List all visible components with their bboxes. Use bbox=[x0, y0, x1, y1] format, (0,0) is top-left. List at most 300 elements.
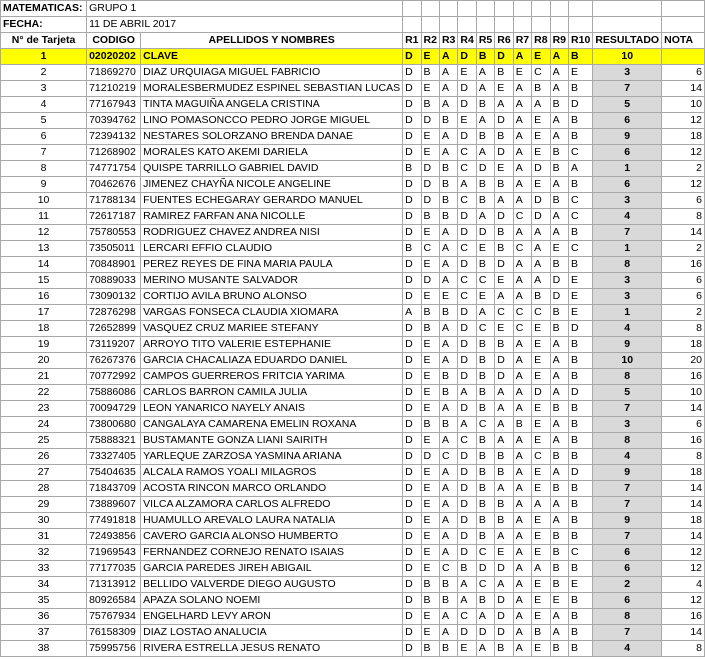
row-answer[interactable]: B bbox=[532, 625, 550, 641]
row-answer[interactable]: D bbox=[403, 321, 421, 337]
row-answer[interactable]: C bbox=[513, 241, 531, 257]
row-number[interactable]: 36 bbox=[1, 609, 87, 625]
row-answer[interactable]: B bbox=[421, 641, 439, 657]
row-number[interactable]: 2 bbox=[1, 65, 87, 81]
row-answer[interactable]: D bbox=[403, 369, 421, 385]
row-answer[interactable]: C bbox=[569, 209, 593, 225]
row-answer[interactable]: E bbox=[532, 481, 550, 497]
row-nota[interactable]: 16 bbox=[662, 433, 705, 449]
row-number[interactable]: 22 bbox=[1, 385, 87, 401]
row-answer[interactable]: B bbox=[476, 513, 494, 529]
row-answer[interactable]: B bbox=[550, 529, 568, 545]
row-answer[interactable]: E bbox=[476, 289, 494, 305]
row-answer[interactable]: E bbox=[495, 161, 513, 177]
row-answer[interactable]: A bbox=[439, 625, 457, 641]
row-result[interactable]: 7 bbox=[593, 625, 662, 641]
row-number[interactable]: 18 bbox=[1, 321, 87, 337]
row-answer[interactable]: B bbox=[569, 113, 593, 129]
row-answer[interactable]: B bbox=[439, 177, 457, 193]
row-answer[interactable]: B bbox=[439, 209, 457, 225]
row-answer[interactable]: D bbox=[403, 417, 421, 433]
row-code[interactable]: 72876298 bbox=[87, 305, 141, 321]
row-code[interactable]: 73119207 bbox=[87, 337, 141, 353]
row-answer[interactable]: B bbox=[569, 337, 593, 353]
row-answer[interactable]: A bbox=[495, 481, 513, 497]
row-answer[interactable]: B bbox=[476, 369, 494, 385]
row-answer[interactable]: B bbox=[495, 129, 513, 145]
row-code[interactable]: 76267376 bbox=[87, 353, 141, 369]
row-number[interactable]: 12 bbox=[1, 225, 87, 241]
row-result[interactable]: 6 bbox=[593, 113, 662, 129]
row-answer[interactable]: D bbox=[403, 353, 421, 369]
row-answer[interactable]: E bbox=[421, 337, 439, 353]
row-number[interactable]: 16 bbox=[1, 289, 87, 305]
row-code[interactable]: 77491818 bbox=[87, 513, 141, 529]
row-answer[interactable]: E bbox=[532, 641, 550, 657]
row-answer[interactable]: D bbox=[550, 273, 568, 289]
row-answer[interactable]: A bbox=[550, 81, 568, 97]
row-answer[interactable]: E bbox=[532, 177, 550, 193]
row-name[interactable]: BELLIDO VALVERDE DIEGO AUGUSTO bbox=[141, 577, 403, 593]
row-answer[interactable]: D bbox=[403, 577, 421, 593]
row-name[interactable]: CORTIJO AVILA BRUNO ALONSO bbox=[141, 289, 403, 305]
row-answer[interactable]: A bbox=[513, 81, 531, 97]
row-answer[interactable]: D bbox=[476, 625, 494, 641]
row-answer[interactable]: D bbox=[403, 465, 421, 481]
row-answer[interactable]: E bbox=[532, 401, 550, 417]
row-name[interactable]: CARLOS BARRON CAMILA JULIA bbox=[141, 385, 403, 401]
row-answer[interactable]: B bbox=[569, 625, 593, 641]
row-answer[interactable]: B bbox=[569, 81, 593, 97]
row-answer[interactable]: A bbox=[458, 577, 476, 593]
row-answer[interactable]: C bbox=[421, 241, 439, 257]
row-answer[interactable]: D bbox=[458, 465, 476, 481]
row-answer[interactable]: B bbox=[439, 641, 457, 657]
row-answer[interactable]: A bbox=[550, 497, 568, 513]
row-answer[interactable]: A bbox=[476, 305, 494, 321]
row-answer[interactable]: B bbox=[439, 369, 457, 385]
row-answer[interactable]: A bbox=[495, 433, 513, 449]
row-answer[interactable]: B bbox=[439, 161, 457, 177]
row-answer[interactable]: D bbox=[458, 625, 476, 641]
row-answer[interactable]: B bbox=[550, 641, 568, 657]
row-number[interactable]: 32 bbox=[1, 545, 87, 561]
row-answer[interactable]: A bbox=[458, 417, 476, 433]
row-answer[interactable]: A bbox=[476, 65, 494, 81]
row-nota[interactable]: 20 bbox=[662, 353, 705, 369]
row-result[interactable]: 9 bbox=[593, 129, 662, 145]
row-answer[interactable]: A bbox=[550, 337, 568, 353]
row-answer[interactable]: B bbox=[569, 401, 593, 417]
row-code[interactable]: 77177035 bbox=[87, 561, 141, 577]
row-code[interactable]: 73327405 bbox=[87, 449, 141, 465]
row-code[interactable]: 71843709 bbox=[87, 481, 141, 497]
row-answer[interactable]: B bbox=[476, 481, 494, 497]
row-answer[interactable]: B bbox=[439, 593, 457, 609]
row-nota[interactable]: 6 bbox=[662, 193, 705, 209]
row-nota[interactable]: 14 bbox=[662, 625, 705, 641]
row-answer[interactable]: D bbox=[458, 401, 476, 417]
row-answer[interactable]: E bbox=[532, 417, 550, 433]
row-answer[interactable]: A bbox=[495, 401, 513, 417]
row-answer[interactable]: A bbox=[550, 353, 568, 369]
row-answer[interactable]: D bbox=[421, 113, 439, 129]
row-code[interactable]: 71268902 bbox=[87, 145, 141, 161]
row-answer[interactable]: A bbox=[513, 145, 531, 161]
row-answer[interactable]: A bbox=[495, 577, 513, 593]
row-answer[interactable]: B bbox=[550, 481, 568, 497]
row-answer[interactable]: D bbox=[495, 593, 513, 609]
row-answer[interactable]: A bbox=[439, 145, 457, 161]
row-answer[interactable]: A bbox=[550, 225, 568, 241]
row-answer[interactable]: E bbox=[532, 529, 550, 545]
row-answer[interactable]: E bbox=[495, 273, 513, 289]
row-code[interactable]: 77167943 bbox=[87, 97, 141, 113]
row-answer[interactable]: B bbox=[476, 97, 494, 113]
row-answer[interactable]: D bbox=[532, 385, 550, 401]
row-code[interactable]: 74771754 bbox=[87, 161, 141, 177]
row-answer[interactable]: D bbox=[403, 561, 421, 577]
row-answer[interactable]: A bbox=[476, 113, 494, 129]
row-answer[interactable]: C bbox=[439, 449, 457, 465]
row-answer[interactable]: D bbox=[476, 161, 494, 177]
row-name[interactable]: CAVERO GARCIA ALONSO HUMBERTO bbox=[141, 529, 403, 545]
row-nota[interactable]: 8 bbox=[662, 449, 705, 465]
row-answer[interactable]: E bbox=[421, 257, 439, 273]
row-number[interactable]: 8 bbox=[1, 161, 87, 177]
row-answer[interactable]: B bbox=[569, 433, 593, 449]
row-code[interactable]: 71210219 bbox=[87, 81, 141, 97]
row-answer[interactable]: E bbox=[421, 369, 439, 385]
row-answer[interactable]: B bbox=[476, 449, 494, 465]
row-answer[interactable]: C bbox=[476, 417, 494, 433]
row-answer[interactable]: C bbox=[439, 561, 457, 577]
row-answer[interactable]: D bbox=[421, 273, 439, 289]
row-answer[interactable]: D bbox=[403, 609, 421, 625]
row-answer[interactable]: A bbox=[439, 481, 457, 497]
row-answer[interactable]: E bbox=[421, 145, 439, 161]
row-code[interactable]: 73889607 bbox=[87, 497, 141, 513]
row-answer[interactable]: B bbox=[569, 257, 593, 273]
row-answer[interactable]: D bbox=[495, 369, 513, 385]
row-answer[interactable]: E bbox=[569, 273, 593, 289]
row-answer[interactable]: B bbox=[550, 305, 568, 321]
row-answer[interactable]: A bbox=[439, 609, 457, 625]
row-answer[interactable]: A bbox=[513, 593, 531, 609]
row-answer[interactable]: A bbox=[513, 193, 531, 209]
row-answer[interactable]: C bbox=[532, 305, 550, 321]
row-answer[interactable]: C bbox=[569, 241, 593, 257]
row-answer[interactable]: B bbox=[421, 97, 439, 113]
row-number[interactable]: 15 bbox=[1, 273, 87, 289]
row-answer[interactable]: A bbox=[513, 225, 531, 241]
row-result[interactable]: 9 bbox=[593, 465, 662, 481]
row-answer[interactable]: E bbox=[532, 433, 550, 449]
row-answer[interactable]: D bbox=[421, 177, 439, 193]
row-answer[interactable]: A bbox=[513, 401, 531, 417]
row-result[interactable]: 1 bbox=[593, 305, 662, 321]
row-answer[interactable]: D bbox=[495, 113, 513, 129]
row-answer[interactable]: A bbox=[439, 353, 457, 369]
row-answer[interactable]: B bbox=[476, 465, 494, 481]
row-answer[interactable]: A bbox=[439, 257, 457, 273]
row-name[interactable]: NESTARES SOLORZANO BRENDA DANAE bbox=[141, 129, 403, 145]
row-name[interactable]: MERINO MUSANTE SALVADOR bbox=[141, 273, 403, 289]
row-answer[interactable]: E bbox=[421, 513, 439, 529]
row-answer[interactable]: B bbox=[569, 481, 593, 497]
row-name[interactable]: DIAZ LOSTAO ANALUCIA bbox=[141, 625, 403, 641]
row-number[interactable]: 3 bbox=[1, 81, 87, 97]
row-answer[interactable]: D bbox=[403, 97, 421, 113]
row-number[interactable]: 17 bbox=[1, 305, 87, 321]
row-answer[interactable]: B bbox=[476, 385, 494, 401]
row-answer[interactable]: D bbox=[403, 81, 421, 97]
row-answer[interactable]: A bbox=[439, 241, 457, 257]
row-result[interactable]: 6 bbox=[593, 545, 662, 561]
row-answer[interactable]: B bbox=[476, 129, 494, 145]
row-answer[interactable]: B bbox=[550, 449, 568, 465]
row-answer[interactable]: D bbox=[458, 497, 476, 513]
row-nota[interactable]: 16 bbox=[662, 369, 705, 385]
row-answer[interactable]: E bbox=[532, 609, 550, 625]
row-answer[interactable]: B bbox=[439, 193, 457, 209]
row-answer[interactable]: D bbox=[495, 145, 513, 161]
row-number[interactable]: 28 bbox=[1, 481, 87, 497]
row-answer[interactable]: A bbox=[458, 385, 476, 401]
row-answer[interactable]: A bbox=[532, 497, 550, 513]
row-number[interactable]: 23 bbox=[1, 401, 87, 417]
row-result[interactable]: 3 bbox=[593, 193, 662, 209]
row-answer[interactable]: E bbox=[421, 401, 439, 417]
row-result[interactable]: 7 bbox=[593, 529, 662, 545]
row-answer[interactable]: B bbox=[495, 65, 513, 81]
row-answer[interactable]: A bbox=[513, 369, 531, 385]
row-answer[interactable]: B bbox=[550, 193, 568, 209]
row-answer[interactable]: E bbox=[532, 337, 550, 353]
row-number[interactable]: 38 bbox=[1, 641, 87, 657]
row-answer[interactable]: D bbox=[403, 401, 421, 417]
row-answer[interactable]: E bbox=[421, 481, 439, 497]
row-nota[interactable]: 12 bbox=[662, 561, 705, 577]
row-result[interactable]: 3 bbox=[593, 417, 662, 433]
row-answer[interactable]: E bbox=[421, 433, 439, 449]
row-answer[interactable]: D bbox=[569, 465, 593, 481]
row-answer[interactable]: B bbox=[569, 129, 593, 145]
row-answer[interactable]: A bbox=[458, 593, 476, 609]
row-code[interactable]: 72493856 bbox=[87, 529, 141, 545]
row-answer[interactable]: A bbox=[439, 337, 457, 353]
row-answer[interactable]: A bbox=[439, 65, 457, 81]
row-answer[interactable]: A bbox=[532, 241, 550, 257]
row-nota[interactable]: 2 bbox=[662, 241, 705, 257]
row-answer[interactable]: B bbox=[439, 305, 457, 321]
row-code[interactable]: 75995756 bbox=[87, 641, 141, 657]
row-result[interactable]: 9 bbox=[593, 337, 662, 353]
row-result[interactable]: 5 bbox=[593, 97, 662, 113]
row-answer[interactable]: B bbox=[550, 321, 568, 337]
row-answer[interactable]: E bbox=[421, 353, 439, 369]
row-answer[interactable]: A bbox=[495, 289, 513, 305]
row-answer[interactable]: A bbox=[550, 113, 568, 129]
row-answer[interactable]: A bbox=[513, 273, 531, 289]
row-result[interactable]: 3 bbox=[593, 273, 662, 289]
row-name[interactable]: ACOSTA RINCON MARCO ORLANDO bbox=[141, 481, 403, 497]
row-answer[interactable]: E bbox=[421, 81, 439, 97]
row-nota[interactable]: 14 bbox=[662, 225, 705, 241]
row-nota[interactable]: 12 bbox=[662, 145, 705, 161]
row-number[interactable]: 31 bbox=[1, 529, 87, 545]
row-answer[interactable]: E bbox=[569, 65, 593, 81]
row-answer[interactable]: E bbox=[532, 513, 550, 529]
row-code[interactable]: 70462676 bbox=[87, 177, 141, 193]
row-code[interactable]: 71969543 bbox=[87, 545, 141, 561]
row-answer[interactable]: A bbox=[550, 65, 568, 81]
row-answer[interactable]: B bbox=[495, 449, 513, 465]
row-name[interactable]: QUISPE TARRILLO GABRIEL DAVID bbox=[141, 161, 403, 177]
row-answer[interactable]: A bbox=[439, 273, 457, 289]
row-answer[interactable]: D bbox=[403, 129, 421, 145]
row-answer[interactable]: B bbox=[458, 561, 476, 577]
row-number[interactable]: 5 bbox=[1, 113, 87, 129]
row-nota[interactable]: 14 bbox=[662, 529, 705, 545]
row-number[interactable]: 11 bbox=[1, 209, 87, 225]
row-answer[interactable]: E bbox=[495, 81, 513, 97]
row-result[interactable]: 4 bbox=[593, 321, 662, 337]
row-answer[interactable]: D bbox=[495, 625, 513, 641]
row-answer[interactable]: B bbox=[550, 561, 568, 577]
row-answer[interactable]: A bbox=[476, 641, 494, 657]
row-answer[interactable]: B bbox=[421, 593, 439, 609]
row-result[interactable]: 6 bbox=[593, 561, 662, 577]
row-result[interactable]: 3 bbox=[593, 65, 662, 81]
row-answer[interactable]: E bbox=[532, 353, 550, 369]
row-answer[interactable]: A bbox=[513, 561, 531, 577]
row-answer[interactable]: B bbox=[550, 145, 568, 161]
row-number[interactable]: 10 bbox=[1, 193, 87, 209]
row-name[interactable]: RIVERA ESTRELLA JESUS RENATO bbox=[141, 641, 403, 657]
row-code[interactable]: 73505011 bbox=[87, 241, 141, 257]
row-answer[interactable]: B bbox=[403, 241, 421, 257]
row-answer[interactable]: A bbox=[513, 449, 531, 465]
row-answer[interactable]: B bbox=[569, 369, 593, 385]
row-answer[interactable]: E bbox=[532, 145, 550, 161]
row-answer[interactable]: A bbox=[513, 177, 531, 193]
row-answer[interactable]: B bbox=[569, 497, 593, 513]
row-answer[interactable]: E bbox=[458, 641, 476, 657]
row-answer[interactable]: A bbox=[476, 609, 494, 625]
row-answer[interactable]: E bbox=[569, 577, 593, 593]
row-answer[interactable]: C bbox=[458, 241, 476, 257]
row-answer[interactable]: D bbox=[458, 513, 476, 529]
row-answer[interactable]: E bbox=[458, 113, 476, 129]
row-answer[interactable]: B bbox=[421, 209, 439, 225]
row-answer[interactable]: A bbox=[513, 481, 531, 497]
row-nota[interactable]: 14 bbox=[662, 81, 705, 97]
row-result[interactable]: 6 bbox=[593, 145, 662, 161]
row-answer[interactable]: B bbox=[476, 337, 494, 353]
row-answer[interactable]: B bbox=[550, 401, 568, 417]
row-answer[interactable]: C bbox=[458, 433, 476, 449]
row-result[interactable]: 1 bbox=[593, 161, 662, 177]
row-answer[interactable]: B bbox=[569, 177, 593, 193]
row-code[interactable]: 72617187 bbox=[87, 209, 141, 225]
row-result[interactable]: 3 bbox=[593, 289, 662, 305]
row-answer[interactable]: E bbox=[476, 241, 494, 257]
row-answer[interactable]: B bbox=[439, 577, 457, 593]
row-answer[interactable]: E bbox=[550, 593, 568, 609]
row-answer[interactable]: D bbox=[458, 129, 476, 145]
row-number[interactable]: 35 bbox=[1, 593, 87, 609]
row-answer[interactable]: B bbox=[513, 417, 531, 433]
row-nota[interactable]: 8 bbox=[662, 641, 705, 657]
row-answer[interactable]: A bbox=[513, 545, 531, 561]
row-answer[interactable]: C bbox=[458, 161, 476, 177]
row-nota[interactable]: 12 bbox=[662, 113, 705, 129]
row-answer[interactable]: B bbox=[495, 465, 513, 481]
row-nota[interactable]: 18 bbox=[662, 465, 705, 481]
row-answer[interactable]: E bbox=[495, 321, 513, 337]
row-name[interactable]: GARCIA CHACALIAZA EDUARDO DANIEL bbox=[141, 353, 403, 369]
row-answer[interactable]: D bbox=[458, 305, 476, 321]
row-answer[interactable]: E bbox=[421, 609, 439, 625]
row-answer[interactable]: B bbox=[495, 497, 513, 513]
row-number[interactable]: 33 bbox=[1, 561, 87, 577]
row-answer[interactable]: B bbox=[476, 529, 494, 545]
row-answer[interactable]: D bbox=[458, 353, 476, 369]
row-answer[interactable]: A bbox=[476, 81, 494, 97]
row-answer[interactable]: D bbox=[532, 161, 550, 177]
row-answer[interactable]: C bbox=[476, 577, 494, 593]
row-code[interactable]: 75767934 bbox=[87, 609, 141, 625]
row-number[interactable]: 29 bbox=[1, 497, 87, 513]
row-name[interactable]: APAZA SOLANO NOEMI bbox=[141, 593, 403, 609]
row-answer[interactable]: D bbox=[421, 449, 439, 465]
row-name[interactable]: BUSTAMANTE GONZA LIANI SAIRITH bbox=[141, 433, 403, 449]
row-answer[interactable]: B bbox=[439, 113, 457, 129]
row-answer[interactable]: E bbox=[421, 545, 439, 561]
row-result[interactable]: 7 bbox=[593, 225, 662, 241]
row-answer[interactable]: B bbox=[495, 641, 513, 657]
row-answer[interactable]: A bbox=[532, 561, 550, 577]
row-number[interactable]: 24 bbox=[1, 417, 87, 433]
row-answer[interactable]: B bbox=[476, 433, 494, 449]
row-answer[interactable]: A bbox=[513, 497, 531, 513]
row-nota[interactable]: 4 bbox=[662, 577, 705, 593]
row-result[interactable]: 5 bbox=[593, 385, 662, 401]
row-answer[interactable]: D bbox=[403, 177, 421, 193]
row-answer[interactable]: A bbox=[513, 433, 531, 449]
row-answer[interactable]: D bbox=[421, 193, 439, 209]
row-nota[interactable]: 16 bbox=[662, 609, 705, 625]
row-answer[interactable]: A bbox=[513, 97, 531, 113]
row-code[interactable]: 71313912 bbox=[87, 577, 141, 593]
row-answer[interactable]: E bbox=[421, 225, 439, 241]
row-result[interactable]: 4 bbox=[593, 641, 662, 657]
row-answer[interactable]: D bbox=[495, 561, 513, 577]
row-answer[interactable]: B bbox=[569, 641, 593, 657]
row-answer[interactable]: D bbox=[403, 593, 421, 609]
row-answer[interactable]: C bbox=[532, 449, 550, 465]
row-answer[interactable]: A bbox=[439, 497, 457, 513]
row-answer[interactable]: D bbox=[403, 497, 421, 513]
row-answer[interactable]: E bbox=[458, 65, 476, 81]
row-result[interactable]: 8 bbox=[593, 609, 662, 625]
row-answer[interactable]: A bbox=[495, 385, 513, 401]
row-name[interactable]: LINO POMASONCCO PEDRO JORGE MIGUEL bbox=[141, 113, 403, 129]
row-number[interactable]: 20 bbox=[1, 353, 87, 369]
row-answer[interactable]: E bbox=[550, 241, 568, 257]
row-result[interactable]: 7 bbox=[593, 481, 662, 497]
